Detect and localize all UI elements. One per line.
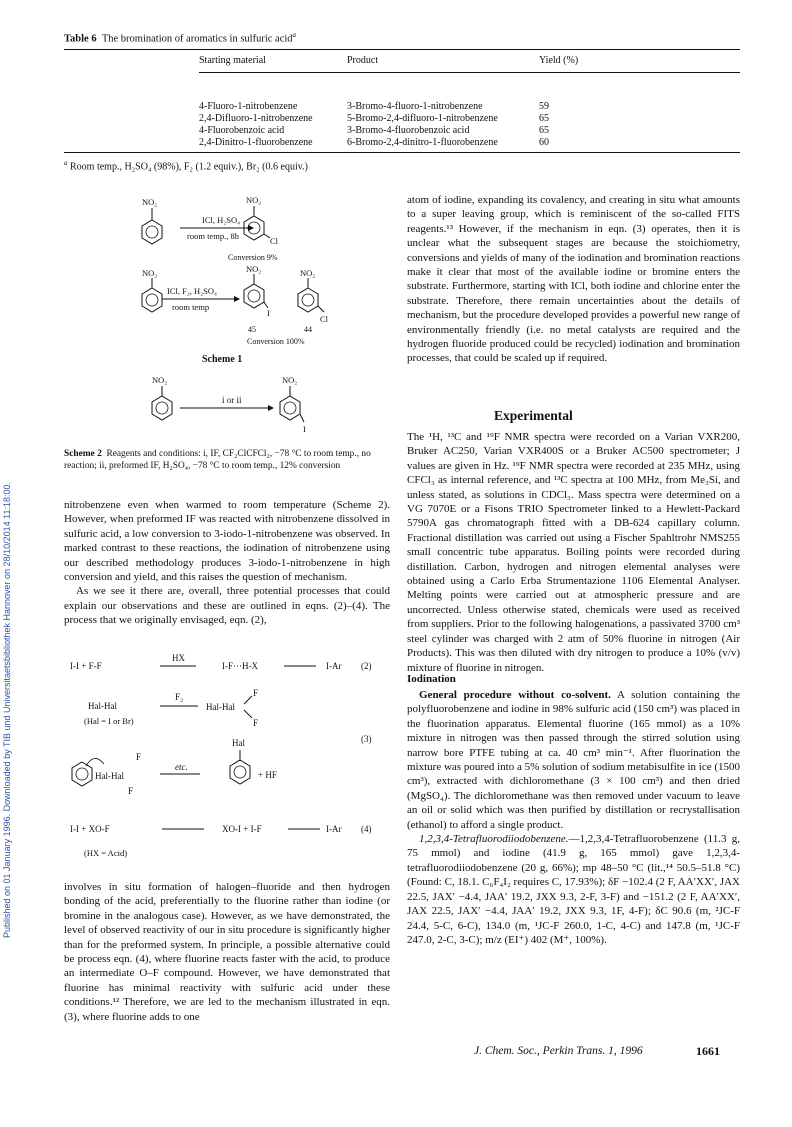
scheme-2 bbox=[140, 372, 330, 452]
eq3-reactant: Hal-Hal bbox=[88, 701, 117, 711]
right-column-upper bbox=[407, 193, 740, 366]
table-cell: 59 bbox=[539, 101, 549, 112]
procedure-label: General procedure without co-solvent. bbox=[419, 689, 611, 701]
cl-label: Cl bbox=[320, 314, 329, 324]
equations-2-4 bbox=[64, 648, 390, 893]
table-cell: 2,4-Dinitro-1-fluorobenzene bbox=[199, 137, 313, 148]
curved-arrow-icon bbox=[86, 758, 104, 766]
no2-label: NO₂ bbox=[142, 268, 158, 278]
table-caption-text: The bromination of aromatics in sulfuric acid bbox=[101, 33, 293, 45]
eq2-intermediate: I-F···H-X bbox=[222, 661, 258, 671]
reaction2-condition: room temp bbox=[172, 302, 210, 312]
no2-label: NO₂ bbox=[142, 197, 158, 207]
table-label: Table 6 bbox=[64, 33, 97, 45]
table-header-rule bbox=[199, 72, 740, 73]
reaction2-reagent: ICl, F₂, H₂SO₄ bbox=[167, 286, 217, 296]
table-caption bbox=[64, 31, 296, 45]
eq3-complex: Hal-Hal bbox=[95, 771, 124, 781]
benzene-ring-icon bbox=[244, 206, 270, 240]
eq4-number: (4) bbox=[361, 824, 372, 834]
paragraph: nitrobenzene even when warmed to room temperature (Scheme 2). However, when preformed IF was reacted with nitrobenzene dissolved in sulfuric acid, a low conversion to 3-iodo-1-nitrobenzene was observed. In marked contrast to these reactions, the iodination of nitrobenzene using our described methodology produces 3-iodo-1-nitrobenzene in high conversion and yield, and this raises the question of mechanism. bbox=[64, 499, 390, 584]
yield-b: 44 bbox=[304, 325, 312, 334]
table-cell: 5-Bromo-2,4-difluoro-1-nitrobenzene bbox=[347, 113, 498, 124]
no2-label: NO₂ bbox=[152, 375, 168, 385]
scheme-2-reagent: i or ii bbox=[222, 395, 242, 405]
scheme-1 bbox=[130, 192, 370, 372]
f-label: F bbox=[253, 688, 259, 698]
section-heading-experimental: Experimental bbox=[494, 408, 573, 423]
page-number: 1661 bbox=[696, 1044, 720, 1058]
eq3-reagent: F₂ bbox=[175, 692, 184, 702]
reaction1-condition: room temp., 8h bbox=[187, 231, 239, 241]
cl-label: Cl bbox=[270, 236, 279, 246]
eq3-number: (3) bbox=[361, 734, 372, 744]
arrow-head-icon bbox=[234, 296, 240, 302]
right-column-experimental bbox=[407, 430, 740, 675]
reaction1-reagent: ICl, H₂SO₄ bbox=[202, 215, 241, 225]
paragraph: atom of iodine, expanding its covalency, and creating in situ what amounts to a super leaving group, which is reminiscent of the so-called FITS reagents.¹³ However, if the mechanism in eqn. (3) operates, then it is unclear what the subsequent stages are because the stoichiometry, conversions and yields of many of the iodination and bromination reactions make it clear that most of the available iodine or bromine enters the substrate. Furthermore, starting with ICl, both iodine and chlorine enter the substrate. Therefore, there remain uncertainties about the details of mechanism, but the procedure developed provides a powerful new range of environmentally friendly (i.e. no metal catalysts are required and the hydrogen fluoride produced could be recycled) iodination and bromination processes, that could be scaled up if required. bbox=[407, 194, 740, 365]
table-cell: 2,4-Difluoro-1-nitrobenzene bbox=[199, 113, 313, 124]
reaction1-conversion: Conversion 9% bbox=[228, 253, 278, 262]
table-top-rule bbox=[64, 49, 740, 50]
equations-diagram bbox=[64, 648, 390, 888]
scheme-1-label: Scheme 1 bbox=[202, 354, 243, 365]
no2-label: NO₂ bbox=[246, 195, 262, 205]
eq2-reactants: I-I + F-F bbox=[70, 661, 102, 671]
eq3-note: (Hal = I or Br) bbox=[84, 716, 134, 726]
benzene-ring-icon bbox=[244, 274, 268, 308]
yield-a: 45 bbox=[248, 325, 256, 334]
scheme-2-label: Scheme 2 bbox=[64, 449, 102, 459]
i-label: I bbox=[267, 308, 270, 318]
section-heading-iodination: Iodination bbox=[407, 673, 456, 685]
table-cell: 65 bbox=[539, 113, 549, 124]
benzene-ring-icon bbox=[142, 278, 162, 312]
table-cell: 3-Bromo-4-fluorobenzoic acid bbox=[347, 125, 470, 136]
table-footnote-text: Room temp., H₂SO₄ (98%), F₂ (1.2 equiv.), Br₂ (0.6 equiv.) bbox=[70, 161, 308, 173]
no2-label: NO₂ bbox=[300, 268, 316, 278]
benzene-ring-icon bbox=[230, 750, 250, 784]
table-footnote bbox=[64, 159, 308, 172]
benzene-ring-icon bbox=[298, 278, 324, 312]
benzene-ring-icon bbox=[152, 386, 172, 420]
compound-text: —1,2,3,4-Tetrafluorobenzene (11.3 g, 75 mmol) and iodine (41.9 g, 165 mmol) gave 1,2,3,4-tetrafluorodiiodobenzene (20 g, 66%); mp 48–50 °C (lit.,¹⁴ 50.5–51.8 °C) (Found: C, 18.1. C₆F₄I₂ requires C, 17.93%); δF −102.4 (2 F, AA′XX′, JAX 22.5, JAX′ −4.4, JAA′ 19.2, JXX 9.3, 2-F, 3-F) and −151.2 (2 F, AA′XX′, JAX 22.5, JAX′ −4.4, JAA′ 19.2, JXX 9.3, 1F, 4-F); δC 90.6 (m, ²JC-F 24.4, 5-C, 6-C), 134.0 (m, ¹JC-F 260.0, 1-C, 4-C) and 147.8 (m, ¹JC-F 247.0, 2-C, 3-C); m/z (EI⁺) 402 (M⁺, 100%). bbox=[407, 833, 740, 946]
table-header-cell: Starting material bbox=[199, 55, 266, 66]
table-cell: 3-Bromo-4-fluoro-1-nitrobenzene bbox=[347, 101, 483, 112]
table-header-cell: Yield (%) bbox=[539, 55, 579, 66]
hal-label: Hal bbox=[232, 738, 245, 748]
paragraph: involves in situ formation of halogen–fluoride and then hydrogen bonding of the acid, preferentially to the fluorine rather than iodine (or bromine in the analogous case). However, as we have demonstrated, the level of observed reactivity of our in situ procedure is significantly higher than for the preformed system. In principle, a possible alternative could be process eqn. (4), where fluorine reacts faster with the acid, to produce an intermediate O–F compound. However, we have demonstrated that fluorine has minimal reactivity with sulfuric acid under these conditions.¹² Therefore, we are led to the mechanism illustrated in eqn. (3), where fluorine adds to one bbox=[64, 881, 390, 1023]
left-column-upper bbox=[64, 498, 390, 628]
reaction2-conversion: Conversion 100% bbox=[247, 337, 305, 346]
benzene-ring-icon bbox=[142, 208, 162, 244]
eq4-note: (HX = Acid) bbox=[84, 848, 128, 858]
scheme-2-caption-text: Reagents and conditions: i, IF, CF₂ClCFCl₂, −78 °C to room temp., no reaction; ii, preformed IF, H₂SO₄, −78 °C to room temp., 12% conversion bbox=[64, 449, 371, 471]
table-cell: 6-Bromo-2,4-dinitro-1-fluorobenzene bbox=[347, 137, 498, 148]
scheme-2-diagram bbox=[140, 372, 330, 447]
scheme-1-diagram bbox=[130, 192, 370, 367]
paragraph: As we see it there are, overall, three potential processes that could explain our observations and these are outlined in eqns. (2)–(4). The process that we originally envisaged, eqn. (2), bbox=[64, 585, 390, 627]
eq3-etc: etc. bbox=[175, 762, 188, 772]
table-footnote-mark: a bbox=[292, 31, 297, 39]
table-bottom-rule bbox=[64, 152, 740, 153]
eq2-product: I-Ar bbox=[326, 661, 342, 671]
eq4-product: I-Ar bbox=[326, 824, 342, 834]
eq2-catalyst: HX bbox=[172, 653, 185, 663]
f-label: F bbox=[253, 718, 259, 728]
table-cell: 65 bbox=[539, 125, 549, 136]
paragraph: The ¹H, ¹³C and ¹⁹F NMR spectra were recorded on a Varian VXR200, Bruker AC250, Varian VXR400S or a Bruker AC500 spectrometer; J values are given in Hz. ¹⁹F NMR spectra were recorded at 235 MHz, using CFCl₃ as internal reference, and ¹³C spectra at 100 MHz, from Me₃Si, and unless stated, as solutions in CDCl₃. Mass spectra were determined on a VG 7070E or a Fisons TRIO Spectrometer linked to a Hewlett-Packard 5790A gas chromatograph fitted with a DB-624 capillary column. Fractional distillation was carried out using a Fischer Spahltrohr NMS255 small concentric tube apparatus. Boiling points were recorded during distillation. Carbon, hydrogen and nitrogen elemental analyses were obtained using a Carlo Erba Strumentazione 1106 Elemental Analyser. Melting points were carried out at atmospheric pressure and are uncorrected. Unless otherwise stated, chemicals were used as received from suppliers. Prior to the following halogenations, a passivated 3700 cm³ steel cylinder was charged with 2 atm of 50% fluorine in nitrogen (Air Products). This was then diluted with dry nitrogen to produce a 10% (v/v) mixture of fluorine in nitrogen. bbox=[407, 431, 740, 674]
table-cell: 60 bbox=[539, 137, 549, 148]
arrow-head-icon bbox=[268, 405, 274, 411]
scheme-2-caption bbox=[64, 449, 390, 472]
f-label: F bbox=[136, 752, 142, 762]
table-cell: 4-Fluorobenzoic acid bbox=[199, 125, 285, 136]
benzene-ring-icon bbox=[72, 762, 92, 786]
right-column-iodination bbox=[407, 688, 740, 947]
benzene-ring-icon bbox=[280, 386, 304, 422]
eq4-reactants: I-I + XO-F bbox=[70, 824, 110, 834]
table-footnote-mark: a bbox=[64, 159, 68, 167]
i-label: I bbox=[303, 424, 306, 434]
no2-label: NO₂ bbox=[246, 264, 262, 274]
eq3-byproduct: + HF bbox=[258, 770, 277, 780]
f-label: F bbox=[128, 786, 134, 796]
table-cell: 4-Fluoro-1-nitrobenzene bbox=[199, 101, 298, 112]
arrow-head-icon bbox=[248, 225, 254, 231]
procedure-text: A solution containing the polyfluorobenzene and iodine in 98% sulfuric acid (150 cm³) was placed in the fluorination apparatus. Elemental fluorine (165 mmol) as a 10% mixture in nitrogen was then passed through the stirred solution using narrow bore PTFE tubing at ca. 40 cm³ min⁻¹. After fluorination the mixture was poured into a 5% solution of sodium metabisulfite in ice (1500 cm³), extracted with dichloromethane (3 × 100 cm³) and then dried (MgSO₄). The dichloromethane was then removed under vacuum to leave an oil or solid which was then purified by distillation or recrystallisation (ethanol) to afford a single product. bbox=[407, 689, 740, 831]
eq4-intermediate: XO-I + I-F bbox=[222, 824, 262, 834]
table-header-cell: Product bbox=[347, 55, 379, 66]
download-note-text: Published on 01 January 1996. Downloaded by TIB und Universitaetsbibliothek Hannover on 28/10/2014 11:18:00. bbox=[2, 482, 12, 938]
eq3-adduct: Hal-Hal bbox=[206, 702, 235, 712]
download-watermark bbox=[2, 150, 16, 940]
no2-label: NO₂ bbox=[282, 375, 298, 385]
compound-name: 1,2,3,4-Tetrafluorodiiodobenzene. bbox=[419, 833, 569, 846]
journal-citation: J. Chem. Soc., Perkin Trans. 1, 1996 bbox=[474, 1045, 643, 1057]
left-column-lower bbox=[64, 880, 390, 1024]
eq2-number: (2) bbox=[361, 661, 372, 671]
